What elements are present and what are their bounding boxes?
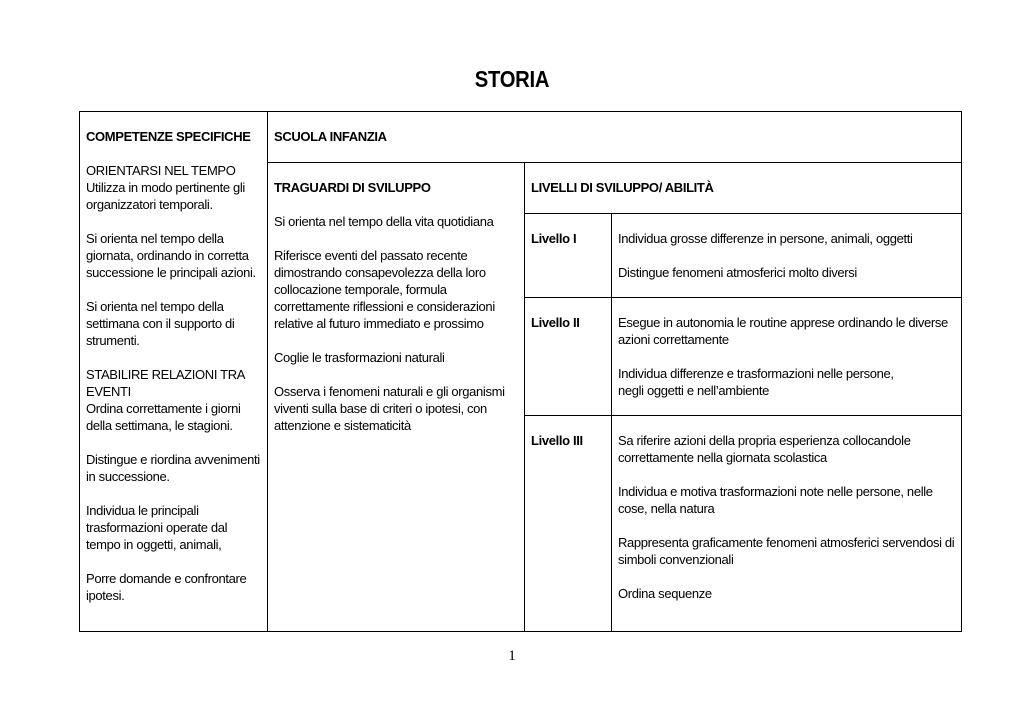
text-line: Distingue fenomeni atmosferici molto diversi	[618, 265, 857, 280]
text-line: Porre domande e confrontare	[86, 571, 247, 586]
text-line: organizzatori temporali.	[86, 197, 213, 212]
text-line: cose, nella natura	[618, 501, 715, 516]
livello-1-text	[618, 230, 955, 281]
livello-label: Livello I	[531, 231, 577, 246]
traguardi-cell	[268, 163, 525, 632]
text-line: ORIENTARSI NEL TEMPO	[86, 163, 236, 178]
livello-label: Livello III	[531, 433, 583, 448]
text-line: Sa riferire azioni della propria esperienza collocandole	[618, 433, 911, 448]
blank-line	[86, 553, 261, 570]
livelli-header: LIVELLI DI SVILUPPO/ ABILITÀ	[531, 180, 714, 195]
text-line: Esegue in autonomia le routine apprese ordinando le diverse	[618, 315, 948, 330]
text-line: simboli convenzionali	[618, 552, 734, 567]
blank-line	[274, 366, 518, 383]
text-line: collocazione temporale, formula	[274, 282, 447, 297]
scuola-header: SCUOLA INFANZIA	[274, 129, 387, 144]
competenze-cell	[80, 112, 268, 632]
text-line: trasformazioni operate dal	[86, 520, 228, 535]
blank-line	[618, 568, 955, 585]
traguardi-text	[274, 213, 518, 434]
text-line: correttamente riflessioni e considerazioni	[274, 299, 495, 314]
text-line: dimostrando consapevolezza della loro	[274, 265, 486, 280]
blank-line	[274, 230, 518, 247]
blank-line	[618, 517, 955, 534]
text-line: Distingue e riordina avvenimenti	[86, 452, 260, 467]
text-line: STABILIRE RELAZIONI TRA	[86, 367, 246, 382]
text-line: tempo in oggetti, animali,	[86, 537, 222, 552]
text-line: in successione.	[86, 469, 170, 484]
blank-line	[618, 247, 955, 264]
text-line: azioni correttamente	[618, 332, 729, 347]
blank-line	[86, 485, 261, 502]
livello-label: Livello II	[531, 315, 580, 330]
livello-3-text	[618, 432, 955, 602]
text-line: Si orienta nel tempo della vita quotidiana	[274, 214, 494, 229]
text-line: Si orienta nel tempo della	[86, 299, 224, 314]
text-line: EVENTI	[86, 384, 131, 399]
text-line: Ordina correttamente i giorni	[86, 401, 241, 416]
text-line: Coglie le trasformazioni naturali	[274, 350, 445, 365]
text-line: settimana con il supporto di	[86, 316, 235, 331]
livello-3-text-cell	[612, 416, 962, 632]
text-line: successione le principali azioni.	[86, 265, 256, 280]
text-line: attenzione e sistematicità	[274, 418, 411, 433]
text-line: Utilizza in modo pertinente gli	[86, 180, 245, 195]
blank-line	[86, 213, 261, 230]
livello-3-label-cell	[525, 416, 612, 632]
blank-line	[86, 281, 261, 298]
livello-2-text-cell	[612, 298, 962, 416]
text-line: Rappresenta graficamente fenomeni atmosferici servendosi di	[618, 535, 955, 550]
text-line: Si orienta nel tempo della	[86, 231, 224, 246]
scuola-cell	[268, 112, 962, 163]
text-line: Riferisce eventi del passato recente	[274, 248, 468, 263]
livello-1-text-cell	[612, 214, 962, 298]
blank-line	[618, 466, 955, 483]
storia-table	[79, 111, 962, 632]
competenze-header: COMPETENZE SPECIFICHE	[86, 129, 251, 144]
livello-1-label-cell	[525, 214, 612, 298]
blank-line	[86, 349, 261, 366]
text-line: Osserva i fenomeni naturali e gli organismi	[274, 384, 505, 399]
page-number: 1	[508, 648, 516, 664]
text-line: strumenti.	[86, 333, 140, 348]
blank-line	[618, 348, 955, 365]
text-line: Individua differenze e trasformazioni nelle persone,	[618, 366, 894, 381]
blank-line	[274, 332, 518, 349]
text-line: Ordina sequenze	[618, 586, 712, 601]
traguardi-header: TRAGUARDI DI SVILUPPO	[274, 180, 431, 195]
text-line: ipotesi.	[86, 588, 125, 603]
text-line: Individua le principali	[86, 503, 199, 518]
blank-line	[86, 434, 261, 451]
text-line: giornata, ordinando in corretta	[86, 248, 249, 263]
text-line: viventi sulla base di criteri o ipotesi, con	[274, 401, 487, 416]
livello-2-label-cell	[525, 298, 612, 416]
livelli-header-cell	[525, 163, 962, 214]
competenze-text	[86, 162, 261, 604]
livello-2-text	[618, 314, 955, 399]
text-line: della settimana, le stagioni.	[86, 418, 233, 433]
text-line: relative al futuro immediato e prossimo	[274, 316, 484, 331]
text-line: correttamente nella giornata scolastica	[618, 450, 827, 465]
text-line: negli oggetti e nell’ambiente	[618, 383, 770, 398]
page-title: STORIA	[474, 66, 550, 92]
text-line: Individua grosse differenze in persone, animali, oggetti	[618, 231, 913, 246]
text-line: Individua e motiva trasformazioni note nelle persone, nelle	[618, 484, 933, 499]
